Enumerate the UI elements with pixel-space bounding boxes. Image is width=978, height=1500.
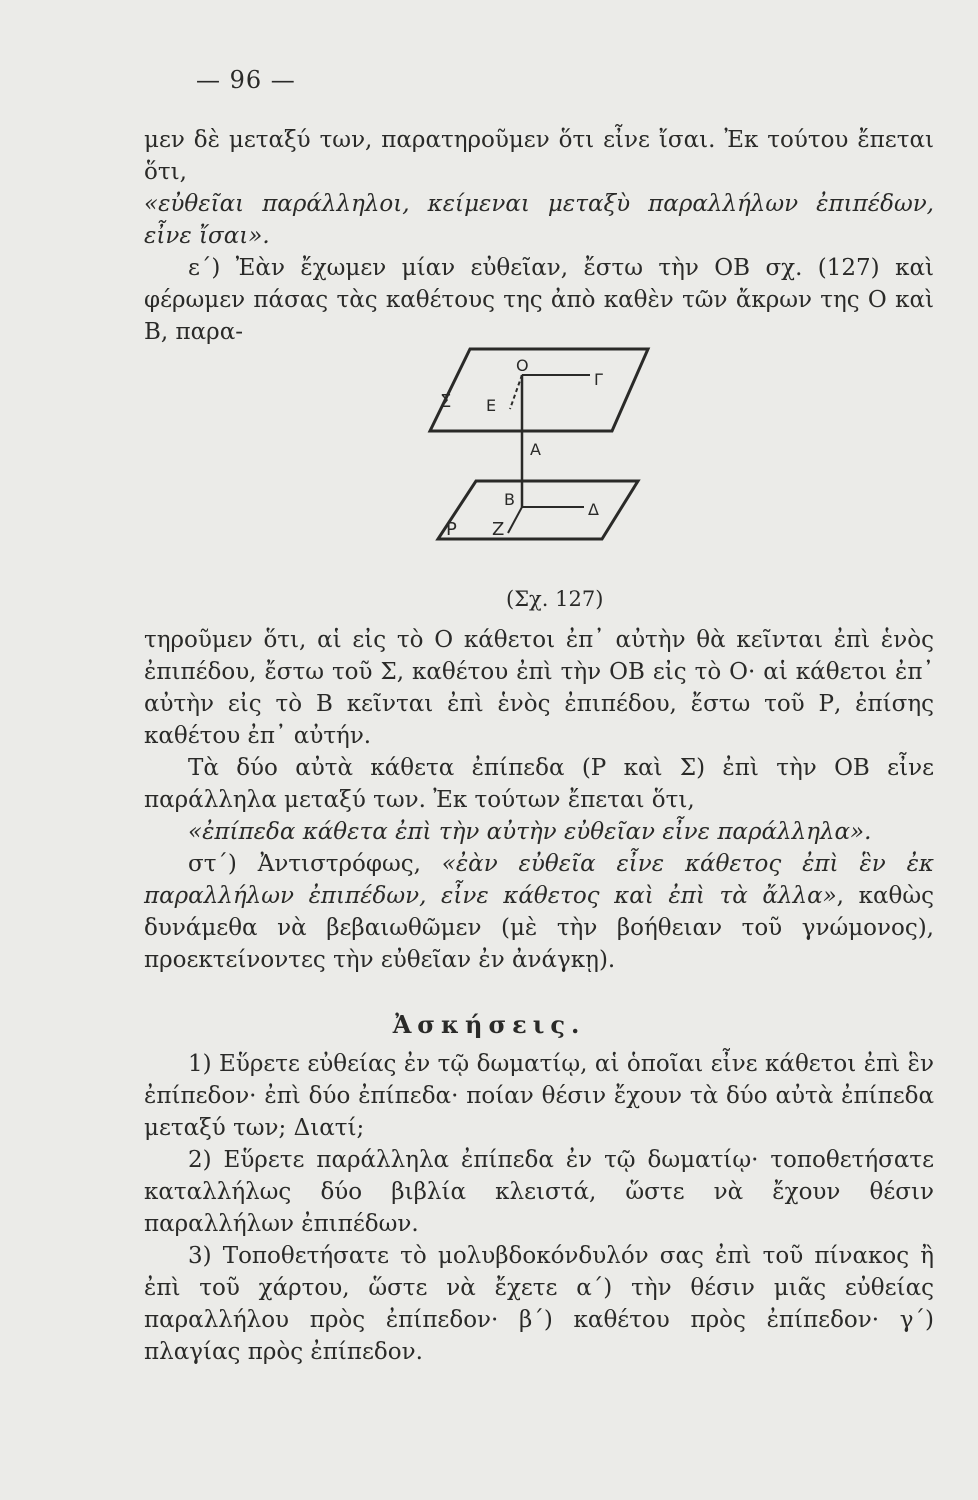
paragraph-st-rest: , καθὼς δυνάμεθα νὰ βεβαιωθῶμεν (μὲ τὴν βοήθειαν τοῦ γνώμονος), προεκτείνοντες τὴν εὐθεῖαν ἐν ἀνάγκῃ). (144, 883, 934, 973)
quote-perpendicular-planes: «ἐπίπεδα κάθετα ἐπὶ τὴν αὐτὴν εὐθεῖαν εἶνε παράλληλα». (188, 819, 872, 845)
figure-127 (400, 335, 660, 585)
line-b-z (508, 507, 522, 533)
exercises-block (144, 1048, 934, 1368)
plane-sigma (430, 349, 648, 431)
page-number: — 96 — (196, 66, 296, 94)
exercise-2: 2) Εὕρετε παράλληλα ἐπίπεδα ἐν τῷ δωματίῳ· τοποθετήσατε καταλλήλως δύο βιβλία κλειστά, ὥστε νὰ ἔχουν θέσιν παραλλήλων ἐπιπέδων. (144, 1147, 934, 1237)
label-b: B (504, 490, 515, 509)
plane-rho (438, 481, 638, 539)
figure-caption: (Σχ. 127) (506, 587, 604, 611)
label-e: Ε (486, 396, 497, 415)
label-gamma: Γ (594, 370, 603, 389)
label-z: Ζ (492, 519, 505, 540)
paragraph-continuation: μεν δὲ μεταξύ των, παρατηροῦμεν ὅτι εἶνε ἴσαι. Ἐκ τούτου ἔπεται ὅτι, (144, 127, 934, 185)
figure-127-drawing (400, 335, 660, 585)
exercise-1: 1) Εὕρετε εὐθείας ἐν τῷ δωματίῳ, αἱ ὁποῖαι εἶνε κάθετοι ἐπὶ ἓν ἐπίπεδον· ἐπὶ δύο ἐπίπεδα· ποίαν θέσιν ἔχουν τὰ δύο αὐτὰ ἐπίπεδα μεταξύ των; Διατί; (144, 1051, 934, 1141)
middle-text-block (144, 624, 934, 976)
label-rho: Ρ (446, 519, 457, 540)
top-text-block (144, 124, 934, 348)
paragraph-st (144, 848, 934, 976)
paragraph-parallel-planes: Τὰ δύο αὐτὰ κάθετα ἐπίπεδα (Ρ καὶ Σ) ἐπὶ τὴν ΟΒ εἶνε παράλληλα μεταξύ των. Ἐκ τούτων ἔπεται ὅτι, (144, 755, 934, 813)
exercises-heading: Ἀσκήσεις. (392, 1010, 586, 1039)
paragraph-st-quote: «ἐὰν εὐθεῖα εἶνε κάθετος ἐπὶ ἓν ἐκ παραλλήλων ἐπιπέδων, εἶνε κάθετος καὶ ἐπὶ τὰ ἄλλα» (144, 851, 934, 909)
line-o-e (510, 375, 522, 409)
label-sigma: Σ (440, 391, 452, 412)
label-a: A (530, 440, 541, 459)
label-o: O (516, 356, 529, 375)
paragraph-continuation-2: τηροῦμεν ὅτι, αἱ εἰς τὸ Ο κάθετοι ἐπ᾽ αὐτὴν θὰ κεῖνται ἐπὶ ἑνὸς ἐπιπέδου, ἔστω τοῦ Σ, καθέτου ἐπὶ τὴν ΟΒ εἰς τὸ Ο· αἱ κάθετοι ἐπ᾽ αὐτὴν εἰς τὸ Β κεῖνται ἐπὶ ἑνὸς ἐπιπέδου, ἔστω τοῦ Ρ, ἐπίσης καθέτου ἐπ᾽ αὐτήν. (144, 627, 934, 749)
quote-parallel-lines: «εὐθεῖαι παράλληλοι, κείμεναι μεταξὺ παραλλήλων ἐπιπέδων, εἶνε ἴσαι». (144, 191, 934, 249)
paragraph-st-label: στ΄) Ἀντιστρόφως, (188, 851, 442, 877)
label-delta: Δ (588, 500, 599, 519)
exercise-3: 3) Τοποθετήσατε τὸ μολυβδοκόνδυλόν σας ἐπὶ τοῦ πίνακος ἢ ἐπὶ τοῦ χάρτου, ὥστε νὰ ἔχετε α΄) τὴν θέσιν μιᾶς εὐθείας παραλλήλου πρὸς ἐπίπεδον· β΄) καθέτου πρὸς ἐπίπεδον· γ΄) πλαγίας πρὸς ἐπίπεδον. (144, 1243, 934, 1365)
paragraph-e: ε΄) Ἐὰν ἔχωμεν μίαν εὐθεῖαν, ἔστω τὴν ΟΒ σχ. (127) καὶ φέρωμεν πάσας τὰς καθέτους της ἀπὸ καθὲν τῶν ἄκρων της Ο καὶ Β, παρα- (144, 255, 934, 345)
